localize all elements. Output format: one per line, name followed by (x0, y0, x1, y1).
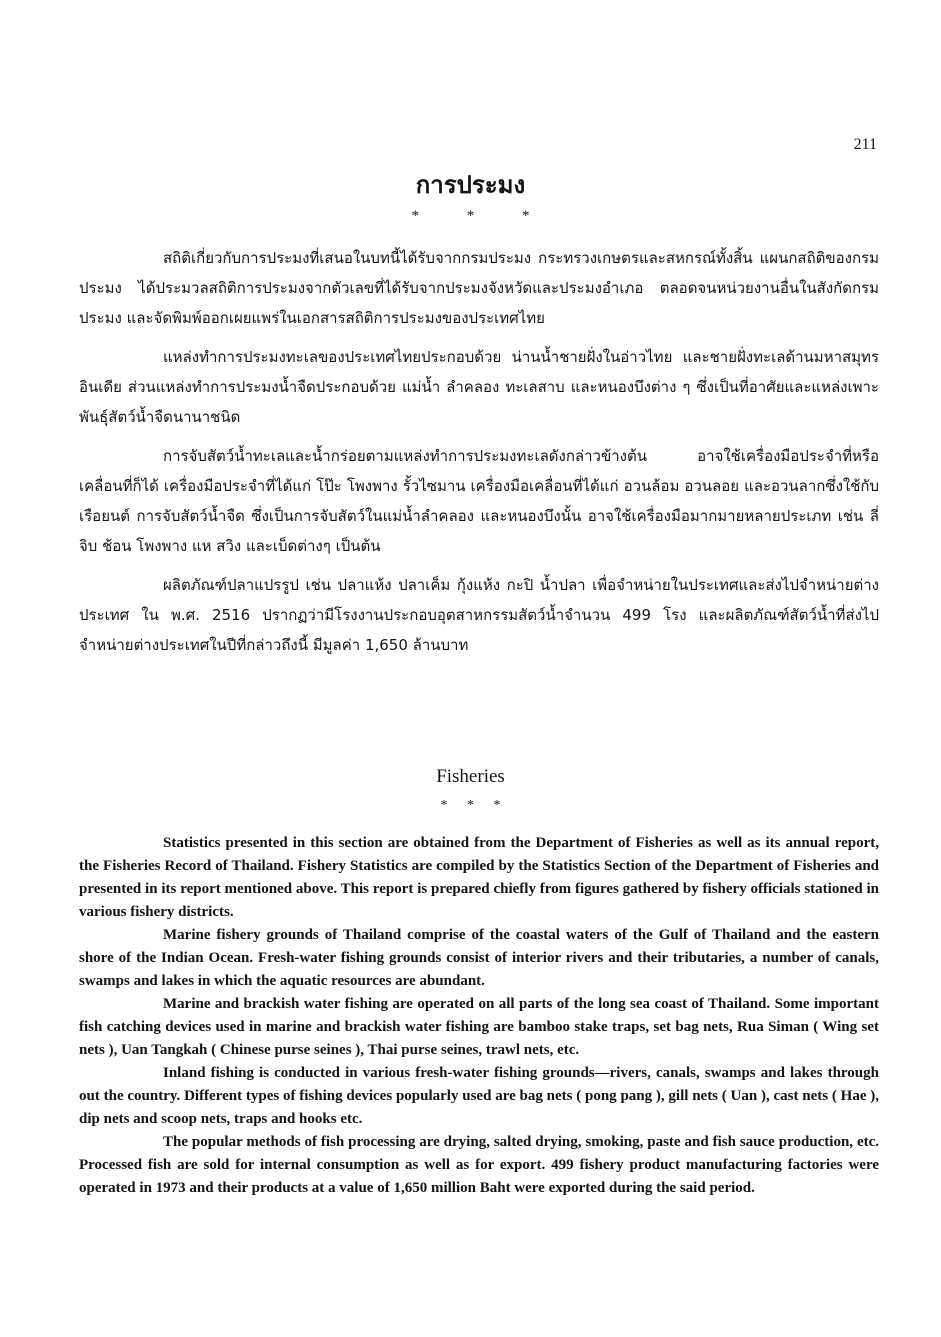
english-paragraph-2: Marine fishery grounds of Thailand comprise of the coastal waters of the Gulf of Thailand and the eastern shore of the Indian Ocean. Fresh-water fishing grounds consist of interior rivers and their tributaries, a number of canals, swamps and lakes in which the aquatic resources are abundant. (79, 927, 879, 989)
english-section-title: Fisheries (436, 766, 505, 787)
thai-section-title: การประมง (415, 171, 526, 199)
thai-paragraph-1: สถิติเกี่ยวกับการประมงที่เสนอในบทนี้ได้รับจากกรมประมง กระทรวงเกษตรและสหกรณ์ทั้งสิ้น แผนกสถิติของกรมประมง ได้ประมวลสถิติการประมงจากตัวเลขที่ได้รับจากประมงจังหวัดและประมงอำเภอ ตลอดจนหน่วยงานอื่นในสังกัดกรมประมง และจัดพิมพ์ออกเผยแพร่ในเอกสารสถิติการประมงของประเทศไทย (79, 249, 879, 327)
thai-paragraph-4: ผลิตภัณฑ์ปลาแปรรูป เช่น ปลาแห้ง ปลาเค็ม กุ้งแห้ง กะปิ น้ำปลา เพื่อจำหน่ายในประเทศและส่งไปจำหน่ายต่างประเทศ ใน พ.ศ. 2516 ปรากฏว่ามีโรงงานประกอบอุตสาหกรรมสัตว์น้ำจำนวน 499 โรง และผลิตภัณฑ์สัตว์น้ำที่ส่งไปจำหน่ายต่างประเทศในปีที่กล่าวถึงนี้ มีมูลค่า 1,650 ล้านบาท (79, 576, 879, 654)
page-number: 211 (853, 136, 877, 153)
english-paragraph-3: Marine and brackish water fishing are operated on all parts of the long sea coast of Thailand. Some important fish catching devices used in marine and brackish water fishing are bamboo stake traps, set bag nets, Rua Siman ( Wing set nets ), Uan Tangkah ( Chinese purse seines ), Thai purse seines, trawl nets, etc. (79, 996, 879, 1058)
thai-body (79, 243, 879, 669)
english-paragraph-5: The popular methods of fish processing are drying, salted drying, smoking, paste and fish sauce production, etc. Processed fish are sold for internal consumption as well as for export. 499 fishery product manufacturing factories were operated in 1973 and their products at a value of 1,650 million Baht were exported during the said period. (79, 1134, 879, 1196)
thai-title-stars: * * * (411, 208, 552, 224)
thai-paragraph-3: การจับสัตว์น้ำทะเลและน้ำกร่อยตามแหล่งทำการประมงทะเลดังกล่าวข้างต้น อาจใช้เครื่องมือประจำที่หรือเคลื่อนที่ก็ได้ เครื่องมือประจำที่ได้แก่ โป๊ะ โพงพาง รั้วไซมาน เครื่องมือเคลื่อนที่ได้แก่ อวนล้อม อวนลอย และอวนลากซึ่งใช้กับเรือยนต์ การจับสัตว์น้ำจืด ซึ่งเป็นการจับสัตว์ในแม่น้ำลำคลอง และหนองบึงนั้น อาจใช้เครื่องมือมากมายหลายประเภท เช่น ลี่ จิบ ช้อน โพงพาง แห สวิง และเบ็ดต่างๆ เป็นต้น (79, 447, 879, 555)
english-paragraph-4: Inland fishing is conducted in various fresh-water fishing grounds—rivers, canals, swamps and lakes through out the country. Different types of fishing devices popularly used are bag nets ( pong pang ), gill nets ( Uan ), cast nets ( Hae ), dip nets and scoop nets, traps and hooks etc. (79, 1065, 879, 1127)
thai-paragraph-2: แหล่งทำการประมงทะเลของประเทศไทยประกอบด้วย น่านน้ำชายฝั่งในอ่าวไทย และชายฝั่งทะเลด้านมหาสมุทรอินเดีย ส่วนแหล่งทำการประมงน้ำจืดประกอบด้วย แม่น้ำ ลำคลอง ทะเลสาบ และหนองบึงต่าง ๆ ซึ่งเป็นที่อาศัยและแหล่งเพาะพันธุ์สัตว์น้ำจืดนานาชนิด (79, 348, 879, 426)
english-body (79, 832, 879, 1200)
english-paragraph-1: Statistics presented in this section are obtained from the Department of Fisheries as well as its annual report, the Fisheries Record of Thailand. Fishery Statistics are compiled by the Statistics Section of the Department of Fisheries and presented in its report mentioned above. This report is prepared chiefly from figures gathered by fishery officials stationed in various fishery districts. (79, 835, 879, 920)
english-title-stars: * * * (440, 798, 509, 813)
